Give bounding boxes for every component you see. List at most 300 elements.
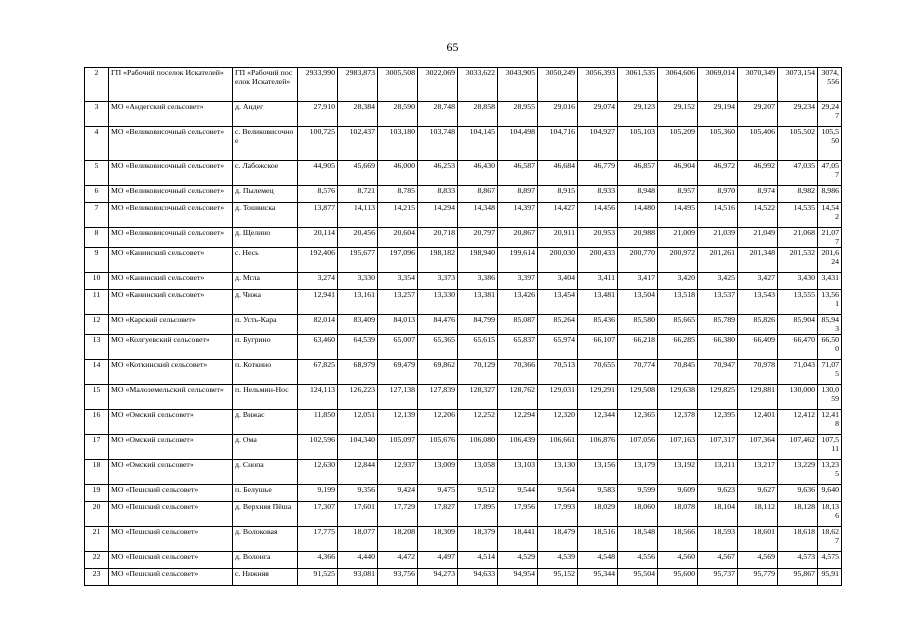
value-cell: 200,972 [658, 248, 698, 273]
value-cell: 93,756 [378, 569, 418, 586]
municipality-cell: МО «Омский сельсовет» [109, 435, 233, 460]
value-cell: 3022,069 [418, 68, 458, 102]
row-number-cell: 7 [85, 203, 109, 228]
value-cell: 14,456 [578, 203, 618, 228]
value-cell: 18,060 [618, 502, 658, 527]
value-cell: 64,539 [338, 335, 378, 360]
table-row [85, 273, 842, 290]
value-cell: 20,718 [418, 228, 458, 248]
row-number-cell: 3 [85, 102, 109, 127]
value-cell: 3074,556 [818, 68, 842, 102]
value-cell: 3061,535 [618, 68, 658, 102]
value-cell: 65,837 [498, 335, 538, 360]
municipality-cell: МО «Великовисочный сельсовет» [109, 186, 233, 203]
value-cell: 8,576 [298, 186, 338, 203]
value-cell: 3005,508 [378, 68, 418, 102]
value-cell: 13,235 [818, 460, 842, 485]
value-cell: 8,785 [378, 186, 418, 203]
value-cell: 46,972 [698, 161, 738, 186]
value-cell: 129,031 [538, 385, 578, 410]
table-row [85, 502, 842, 527]
municipality-cell: МО «Коткинский сельсовет» [109, 360, 233, 385]
value-cell: 46,857 [618, 161, 658, 186]
value-cell: 66,500 [818, 335, 842, 360]
value-cell: 201,348 [738, 248, 778, 273]
settlement-cell: д. Чижа [233, 290, 298, 315]
settlement-cell: п. Белушье [233, 485, 298, 502]
municipality-cell: МО «Пешский сельсовет» [109, 502, 233, 527]
value-cell: 47,057 [818, 161, 842, 186]
value-cell: 18,104 [698, 502, 738, 527]
value-cell: 13,504 [618, 290, 658, 315]
value-cell: 2983,873 [338, 68, 378, 102]
value-cell: 18,548 [618, 527, 658, 552]
value-cell: 105,550 [818, 127, 842, 161]
row-number-cell: 11 [85, 290, 109, 315]
municipality-cell: МО «Малоземельский сельсовет» [109, 385, 233, 410]
value-cell: 85,789 [698, 315, 738, 335]
value-cell: 129,881 [738, 385, 778, 410]
value-cell: 46,587 [498, 161, 538, 186]
value-cell: 3,425 [698, 273, 738, 290]
value-cell: 95,91 [818, 569, 842, 586]
table-row [85, 68, 842, 102]
settlement-cell: д. Волонга [233, 552, 298, 569]
value-cell: 95,600 [658, 569, 698, 586]
table-row [85, 552, 842, 569]
value-cell: 106,661 [538, 435, 578, 460]
value-cell: 65,615 [458, 335, 498, 360]
row-number-cell: 9 [85, 248, 109, 273]
table-row [85, 127, 842, 161]
value-cell: 8,970 [698, 186, 738, 203]
value-cell: 14,480 [618, 203, 658, 228]
value-cell: 130,059 [818, 385, 842, 410]
settlement-cell: с. Нижняя [233, 569, 298, 586]
settlement-cell: д. Андег [233, 102, 298, 127]
value-cell: 105,502 [778, 127, 818, 161]
value-cell: 4,440 [338, 552, 378, 569]
value-cell: 70,129 [458, 360, 498, 385]
value-cell: 46,684 [538, 161, 578, 186]
value-cell: 46,253 [418, 161, 458, 186]
value-cell: 12,412 [778, 410, 818, 435]
value-cell: 29,152 [658, 102, 698, 127]
value-cell: 200,030 [538, 248, 578, 273]
value-cell: 29,247 [818, 102, 842, 127]
value-cell: 46,430 [458, 161, 498, 186]
row-number-cell: 19 [85, 485, 109, 502]
value-cell: 18,593 [698, 527, 738, 552]
row-number-cell: 5 [85, 161, 109, 186]
settlement-cell: д. Вижас [233, 410, 298, 435]
settlement-cell: д. Верхняя Пёша [233, 502, 298, 527]
value-cell: 12,395 [698, 410, 738, 435]
table-row [85, 527, 842, 552]
row-number-cell: 13 [85, 335, 109, 360]
settlement-cell: с. Несь [233, 248, 298, 273]
value-cell: 21,009 [658, 228, 698, 248]
value-cell: 107,163 [658, 435, 698, 460]
table-row [85, 161, 842, 186]
value-cell: 85,826 [738, 315, 778, 335]
value-cell: 127,839 [418, 385, 458, 410]
value-cell: 95,344 [578, 569, 618, 586]
table-row [85, 360, 842, 385]
value-cell: 14,535 [778, 203, 818, 228]
value-cell: 84,799 [458, 315, 498, 335]
value-cell: 85,580 [618, 315, 658, 335]
value-cell: 3050,249 [538, 68, 578, 102]
value-cell: 44,905 [298, 161, 338, 186]
value-cell: 4,556 [618, 552, 658, 569]
value-cell: 20,911 [538, 228, 578, 248]
value-cell: 13,156 [578, 460, 618, 485]
value-cell: 12,937 [378, 460, 418, 485]
settlement-cell: п. Нельмин-Нос [233, 385, 298, 410]
value-cell: 127,138 [378, 385, 418, 410]
value-cell: 128,327 [458, 385, 498, 410]
value-cell: 12,418 [818, 410, 842, 435]
table-row [85, 335, 842, 360]
table-row [85, 410, 842, 435]
value-cell: 18,128 [778, 502, 818, 527]
value-cell: 95,867 [778, 569, 818, 586]
value-cell: 11,850 [298, 410, 338, 435]
value-cell: 85,943 [818, 315, 842, 335]
value-cell: 18,516 [578, 527, 618, 552]
value-cell: 18,112 [738, 502, 778, 527]
value-cell: 17,895 [458, 502, 498, 527]
value-cell: 9,475 [418, 485, 458, 502]
value-cell: 103,748 [418, 127, 458, 161]
value-cell: 199,614 [498, 248, 538, 273]
table-row [85, 485, 842, 502]
value-cell: 63,460 [298, 335, 338, 360]
value-cell: 198,940 [458, 248, 498, 273]
value-cell: 200,770 [618, 248, 658, 273]
row-number-cell: 15 [85, 385, 109, 410]
value-cell: 20,604 [378, 228, 418, 248]
value-cell: 18,479 [538, 527, 578, 552]
value-cell: 12,206 [418, 410, 458, 435]
value-cell: 3043,905 [498, 68, 538, 102]
value-cell: 12,941 [298, 290, 338, 315]
value-cell: 4,575 [818, 552, 842, 569]
settlement-cell: д. Мгла [233, 273, 298, 290]
value-cell: 29,194 [698, 102, 738, 127]
value-cell: 103,180 [378, 127, 418, 161]
value-cell: 85,665 [658, 315, 698, 335]
table-row [85, 228, 842, 248]
value-cell: 100,725 [298, 127, 338, 161]
value-cell: 85,904 [778, 315, 818, 335]
settlement-cell: д. Волоковая [233, 527, 298, 552]
value-cell: 65,007 [378, 335, 418, 360]
municipality-cell: МО «Великовисочный сельсовет» [109, 228, 233, 248]
value-cell: 106,876 [578, 435, 618, 460]
value-cell: 105,676 [418, 435, 458, 460]
table-row [85, 435, 842, 460]
value-cell: 3,397 [498, 273, 538, 290]
row-number-cell: 23 [85, 569, 109, 586]
value-cell: 3069,014 [698, 68, 738, 102]
value-cell: 13,217 [738, 460, 778, 485]
value-cell: 105,103 [618, 127, 658, 161]
value-cell: 195,677 [338, 248, 378, 273]
value-cell: 70,655 [578, 360, 618, 385]
value-cell: 18,136 [818, 502, 842, 527]
value-cell: 85,436 [578, 315, 618, 335]
value-cell: 13,381 [458, 290, 498, 315]
value-cell: 69,862 [418, 360, 458, 385]
value-cell: 46,779 [578, 161, 618, 186]
value-cell: 13,058 [458, 460, 498, 485]
value-cell: 20,797 [458, 228, 498, 248]
value-cell: 95,779 [738, 569, 778, 586]
value-cell: 14,215 [378, 203, 418, 228]
table-row [85, 102, 842, 127]
municipality-cell: МО «Пешский сельсовет» [109, 527, 233, 552]
value-cell: 9,564 [538, 485, 578, 502]
value-cell: 13,518 [658, 290, 698, 315]
value-cell: 9,623 [698, 485, 738, 502]
value-cell: 28,858 [458, 102, 498, 127]
value-cell: 13,454 [538, 290, 578, 315]
value-cell: 12,401 [738, 410, 778, 435]
value-cell: 12,139 [378, 410, 418, 435]
value-cell: 94,273 [418, 569, 458, 586]
value-cell: 124,113 [298, 385, 338, 410]
value-cell: 14,542 [818, 203, 842, 228]
value-cell: 21,049 [738, 228, 778, 248]
table-row [85, 290, 842, 315]
value-cell: 18,309 [418, 527, 458, 552]
value-cell: 3,373 [418, 273, 458, 290]
row-number-cell: 17 [85, 435, 109, 460]
table-row [85, 569, 842, 586]
value-cell: 9,583 [578, 485, 618, 502]
value-cell: 104,927 [578, 127, 618, 161]
settlement-cell: д. Тошвиска [233, 203, 298, 228]
value-cell: 129,638 [658, 385, 698, 410]
value-cell: 4,567 [698, 552, 738, 569]
value-cell: 2933,990 [298, 68, 338, 102]
value-cell: 70,366 [498, 360, 538, 385]
value-cell: 9,356 [338, 485, 378, 502]
value-cell: 66,470 [778, 335, 818, 360]
value-cell: 28,590 [378, 102, 418, 127]
row-number-cell: 4 [85, 127, 109, 161]
value-cell: 198,182 [418, 248, 458, 273]
value-cell: 14,348 [458, 203, 498, 228]
value-cell: 29,123 [618, 102, 658, 127]
row-number-cell: 21 [85, 527, 109, 552]
value-cell: 29,074 [578, 102, 618, 127]
municipality-cell: МО «Великовисочный сельсовет» [109, 127, 233, 161]
value-cell: 94,633 [458, 569, 498, 586]
value-cell: 70,774 [618, 360, 658, 385]
value-cell: 70,978 [738, 360, 778, 385]
value-cell: 9,636 [778, 485, 818, 502]
value-cell: 66,380 [698, 335, 738, 360]
value-cell: 29,207 [738, 102, 778, 127]
value-cell: 8,933 [578, 186, 618, 203]
value-cell: 105,097 [378, 435, 418, 460]
value-cell: 12,378 [658, 410, 698, 435]
value-cell: 3,404 [538, 273, 578, 290]
value-cell: 8,974 [738, 186, 778, 203]
value-cell: 9,599 [618, 485, 658, 502]
value-cell: 4,514 [458, 552, 498, 569]
value-cell: 18,441 [498, 527, 538, 552]
table-row [85, 186, 842, 203]
value-cell: 104,145 [458, 127, 498, 161]
value-cell: 9,512 [458, 485, 498, 502]
value-cell: 13,179 [618, 460, 658, 485]
settlement-cell: п. Коткино [233, 360, 298, 385]
municipality-cell: ГП «Рабочий поселок Искателей» [109, 68, 233, 102]
value-cell: 4,569 [738, 552, 778, 569]
value-cell: 8,957 [658, 186, 698, 203]
value-cell: 129,291 [578, 385, 618, 410]
value-cell: 20,988 [618, 228, 658, 248]
value-cell: 66,218 [618, 335, 658, 360]
value-cell: 68,979 [338, 360, 378, 385]
value-cell: 13,330 [418, 290, 458, 315]
table-body [85, 68, 842, 586]
value-cell: 13,543 [738, 290, 778, 315]
municipality-cell: МО «Великовисочный сельсовет» [109, 161, 233, 186]
value-cell: 27,910 [298, 102, 338, 127]
value-cell: 18,627 [818, 527, 842, 552]
value-cell: 3,274 [298, 273, 338, 290]
value-cell: 84,476 [418, 315, 458, 335]
value-cell: 3,354 [378, 273, 418, 290]
value-cell: 20,867 [498, 228, 538, 248]
value-cell: 4,529 [498, 552, 538, 569]
value-cell: 82,014 [298, 315, 338, 335]
value-cell: 14,495 [658, 203, 698, 228]
value-cell: 18,029 [578, 502, 618, 527]
settlement-cell: с. Великовисочное [233, 127, 298, 161]
value-cell: 45,669 [338, 161, 378, 186]
value-cell: 129,508 [618, 385, 658, 410]
value-cell: 107,511 [818, 435, 842, 460]
value-cell: 70,947 [698, 360, 738, 385]
value-cell: 13,561 [818, 290, 842, 315]
settlement-cell: п. Бугрино [233, 335, 298, 360]
value-cell: 71,043 [778, 360, 818, 385]
value-cell: 13,229 [778, 460, 818, 485]
settlement-cell: д. Щелино [233, 228, 298, 248]
value-cell: 4,366 [298, 552, 338, 569]
value-cell: 17,956 [498, 502, 538, 527]
row-number-cell: 12 [85, 315, 109, 335]
value-cell: 201,532 [778, 248, 818, 273]
municipality-cell: МО «Колгуевский сельсовет» [109, 335, 233, 360]
page-number: 65 [446, 40, 459, 54]
row-number-cell: 14 [85, 360, 109, 385]
value-cell: 20,456 [338, 228, 378, 248]
value-cell: 93,081 [338, 569, 378, 586]
value-cell: 3,411 [578, 273, 618, 290]
value-cell: 21,068 [778, 228, 818, 248]
value-cell: 4,539 [538, 552, 578, 569]
value-cell: 95,737 [698, 569, 738, 586]
value-cell: 12,252 [458, 410, 498, 435]
value-cell: 66,107 [578, 335, 618, 360]
value-cell: 3,417 [618, 273, 658, 290]
settlement-cell: ГП «Рабочий поселок Искателей» [233, 68, 298, 102]
value-cell: 46,904 [658, 161, 698, 186]
value-cell: 14,113 [338, 203, 378, 228]
value-cell: 13,161 [338, 290, 378, 315]
value-cell: 14,522 [738, 203, 778, 228]
value-cell: 13,481 [578, 290, 618, 315]
value-cell: 13,130 [538, 460, 578, 485]
value-cell: 12,051 [338, 410, 378, 435]
value-cell: 12,344 [578, 410, 618, 435]
value-cell: 13,103 [498, 460, 538, 485]
value-cell: 8,915 [538, 186, 578, 203]
data-table [84, 67, 842, 586]
value-cell: 9,544 [498, 485, 538, 502]
value-cell: 3,431 [818, 273, 842, 290]
municipality-cell: МО «Омский сельсовет» [109, 460, 233, 485]
value-cell: 29,234 [778, 102, 818, 127]
value-cell: 8,867 [458, 186, 498, 203]
value-cell: 105,406 [738, 127, 778, 161]
value-cell: 46,992 [738, 161, 778, 186]
value-cell: 3,386 [458, 273, 498, 290]
value-cell: 102,596 [298, 435, 338, 460]
value-cell: 107,462 [778, 435, 818, 460]
value-cell: 106,439 [498, 435, 538, 460]
municipality-cell: МО «Канинский сельсовет» [109, 290, 233, 315]
value-cell: 85,264 [538, 315, 578, 335]
value-cell: 66,409 [738, 335, 778, 360]
value-cell: 13,426 [498, 290, 538, 315]
value-cell: 29,016 [538, 102, 578, 127]
value-cell: 201,261 [698, 248, 738, 273]
value-cell: 17,307 [298, 502, 338, 527]
value-cell: 9,609 [658, 485, 698, 502]
value-cell: 17,601 [338, 502, 378, 527]
value-cell: 70,513 [538, 360, 578, 385]
value-cell: 46,000 [378, 161, 418, 186]
value-cell: 95,504 [618, 569, 658, 586]
value-cell: 18,601 [738, 527, 778, 552]
value-cell: 200,433 [578, 248, 618, 273]
value-cell: 14,427 [538, 203, 578, 228]
value-cell: 3,420 [658, 273, 698, 290]
municipality-cell: МО «Карский сельсовет» [109, 315, 233, 335]
value-cell: 17,729 [378, 502, 418, 527]
value-cell: 20,953 [578, 228, 618, 248]
value-cell: 4,497 [418, 552, 458, 569]
row-number-cell: 8 [85, 228, 109, 248]
municipality-cell: МО «Пешский сельсовет» [109, 552, 233, 569]
value-cell: 91,525 [298, 569, 338, 586]
row-number-cell: 6 [85, 186, 109, 203]
value-cell: 13,009 [418, 460, 458, 485]
value-cell: 128,762 [498, 385, 538, 410]
value-cell: 18,618 [778, 527, 818, 552]
value-cell: 104,498 [498, 127, 538, 161]
value-cell: 129,825 [698, 385, 738, 410]
value-cell: 126,223 [338, 385, 378, 410]
